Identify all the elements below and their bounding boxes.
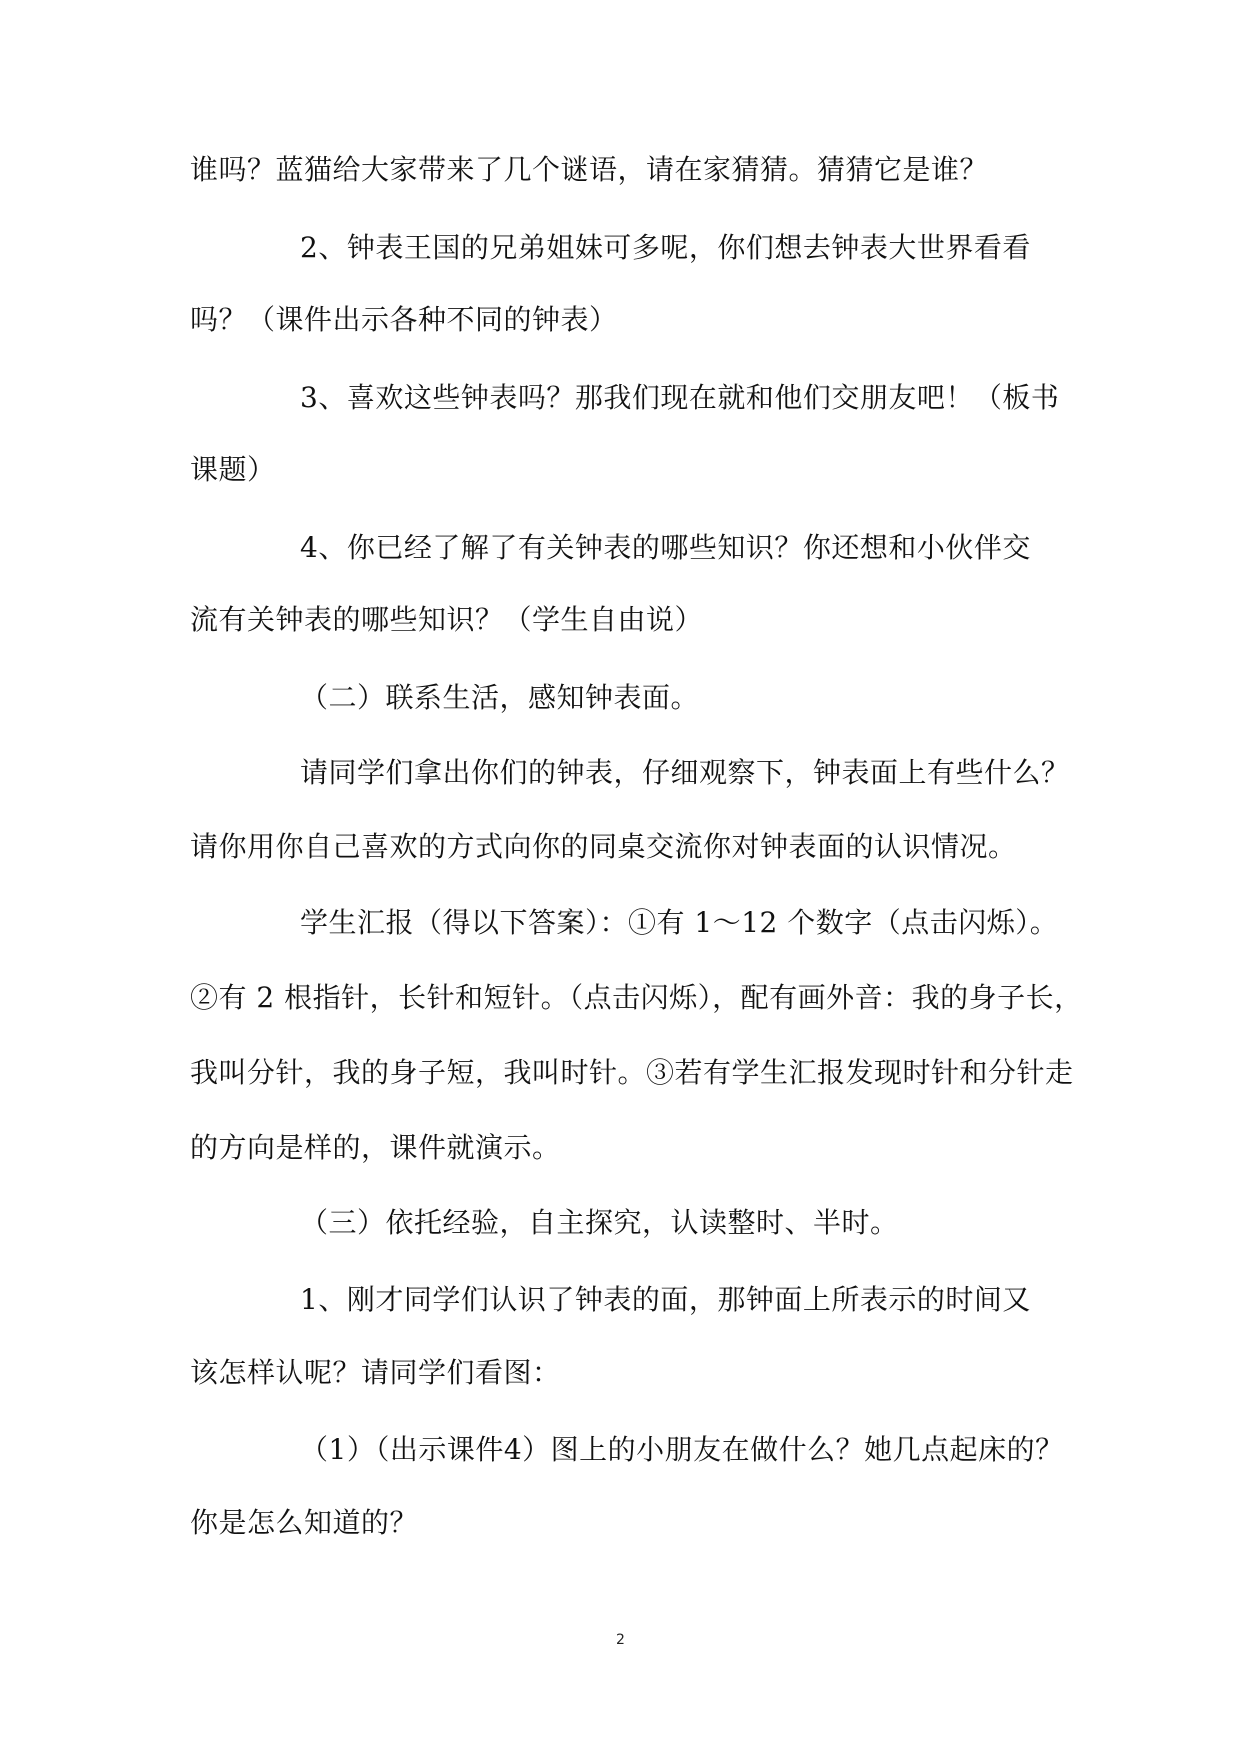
paragraph-line: 学生汇报（得以下答案）：①有 1～12 个数字（点击闪烁）。: [300, 906, 1059, 939]
paragraph-line: 该怎样认呢？请同学们看图：: [190, 1356, 561, 1389]
paragraph-line: 3、喜欢这些钟表吗？那我们现在就和他们交朋友吧！（板书: [300, 381, 1060, 414]
paragraph-line: 谁吗？蓝猫给大家带来了几个谜语，请在家猜猜。猜猜它是谁？: [190, 153, 989, 186]
paragraph-line: 1、刚才同学们认识了钟表的面，那钟面上所表示的时间又: [300, 1283, 1031, 1316]
paragraph-line: 我叫分针，我的身子短，我叫时针。③若有学生汇报发现时针和分针走: [190, 1056, 1074, 1089]
paragraph-line: 的方向是样的，课件就演示。: [190, 1131, 561, 1164]
paragraph-line: ②有 2 根指针，长针和短针。（点击闪烁），配有画外音：我的身子长，: [190, 981, 1083, 1014]
page-number: 2: [616, 1632, 625, 1648]
paragraph-line: 4、你已经了解了有关钟表的哪些知识？你还想和小伙伴交: [300, 531, 1031, 564]
paragraph-line: 请你用你自己喜欢的方式向你的同桌交流你对钟表面的认识情况。: [190, 830, 1017, 863]
paragraph-line: 请同学们拿出你们的钟表，仔细观察下，钟表面上有些什么？: [300, 756, 1070, 789]
paragraph-line: 流有关钟表的哪些知识？（学生自由说）: [190, 603, 704, 636]
paragraph-line: 吗？（课件出示各种不同的钟表）: [190, 303, 618, 336]
section-heading: （三）依托经验，自主探究，认读整时、半时。: [300, 1206, 899, 1239]
paragraph-line: 课题）: [190, 453, 276, 486]
paragraph-line: 2、钟表王国的兄弟姐妹可多呢，你们想去钟表大世界看看: [300, 231, 1031, 264]
paragraph-line: 你是怎么知道的？: [190, 1506, 419, 1539]
section-heading: （二）联系生活，感知钟表面。: [300, 681, 700, 714]
paragraph-line: （1）（出示课件4）图上的小朋友在做什么？她几点起床的？: [300, 1433, 1064, 1466]
